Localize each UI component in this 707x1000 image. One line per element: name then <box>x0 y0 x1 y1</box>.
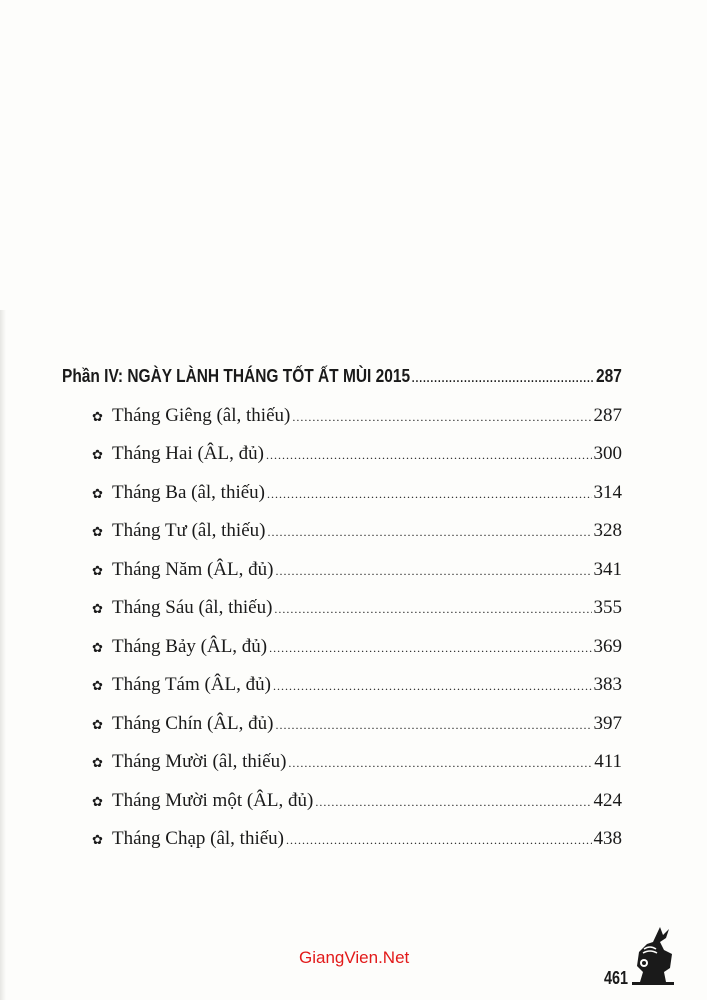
entry-page: 383 <box>593 674 622 695</box>
section-title: Phần IV: NGÀY LÀNH THÁNG TỐT ẤT MÙI 2015 <box>62 366 411 386</box>
flower-icon: ✿ <box>92 408 103 424</box>
toc-entry <box>62 597 622 636</box>
toc-entry <box>62 405 622 444</box>
toc-entry <box>62 482 622 521</box>
toc-entry <box>62 674 622 713</box>
table-of-contents <box>62 366 622 867</box>
toc-entry <box>62 636 622 675</box>
toc-section-heading <box>62 366 622 405</box>
entry-page: 300 <box>593 443 622 464</box>
flower-icon: ✿ <box>92 524 103 539</box>
toc-entry <box>62 443 622 482</box>
dot-leader <box>266 448 592 463</box>
entry-label: Tháng Mười một (ÂL, đủ) <box>112 789 314 811</box>
entry-label: Tháng Hai (ÂL, đủ) <box>112 443 264 464</box>
dot-leader <box>288 756 592 771</box>
dot-leader <box>274 602 591 617</box>
entry-page: 287 <box>593 404 622 426</box>
entry-page: 424 <box>593 789 622 811</box>
entry-label: Tháng Năm (ÂL, đủ) <box>112 558 274 580</box>
entry-label: Tháng Giêng (âl, thiếu) <box>112 404 291 426</box>
entry-page: 314 <box>593 481 622 503</box>
page-edge-shadow <box>0 310 6 1000</box>
entry-page: 341 <box>593 558 622 580</box>
dot-leader <box>267 487 591 502</box>
entry-page: 438 <box>593 828 622 849</box>
dot-leader <box>273 679 592 694</box>
flower-icon: ✿ <box>92 447 103 462</box>
entry-page: 411 <box>594 751 622 772</box>
entry-label: Tháng Tư (âl, thiếu) <box>112 520 266 541</box>
toc-entry <box>62 559 622 598</box>
entry-label: Tháng Bảy (ÂL, đủ) <box>112 635 268 657</box>
flower-icon: ✿ <box>92 832 103 847</box>
flower-icon: ✿ <box>92 755 103 770</box>
watermark: GiangVien.Net <box>299 948 410 967</box>
entry-page: 328 <box>593 520 622 541</box>
section-page: 287 <box>596 366 622 386</box>
entry-label: Tháng Chạp (âl, thiếu) <box>112 828 285 849</box>
dot-leader <box>267 525 591 540</box>
entry-label: Tháng Chín (ÂL, đủ) <box>112 712 274 734</box>
toc-entry <box>62 751 622 790</box>
dot-leader <box>412 371 595 385</box>
dot-leader <box>286 833 591 848</box>
dot-leader <box>292 410 591 425</box>
flower-icon: ✿ <box>92 485 103 501</box>
flower-icon: ✿ <box>92 716 103 732</box>
dot-leader <box>275 718 591 733</box>
flower-icon: ✿ <box>92 601 103 616</box>
toc-entry <box>62 520 622 559</box>
entry-label: Tháng Tám (ÂL, đủ) <box>112 674 271 695</box>
entry-label: Tháng Sáu (âl, thiếu) <box>112 597 273 618</box>
flower-icon: ✿ <box>92 639 103 655</box>
flower-icon: ✿ <box>92 678 103 693</box>
toc-entry <box>62 713 622 752</box>
dot-leader <box>315 795 591 810</box>
flower-icon: ✿ <box>92 562 103 578</box>
dot-leader <box>269 641 591 656</box>
entry-page: 397 <box>593 712 622 734</box>
dot-leader <box>275 564 591 579</box>
entry-page: 355 <box>593 597 622 618</box>
page-number: 461 <box>604 968 629 988</box>
entry-page: 369 <box>593 635 622 657</box>
flower-icon: ✿ <box>92 793 103 809</box>
entry-label: Tháng Mười (âl, thiếu) <box>112 751 287 772</box>
entry-label: Tháng Ba (âl, thiếu) <box>112 481 266 503</box>
goat-emblem-icon <box>630 925 678 991</box>
toc-entry <box>62 828 622 867</box>
toc-entry <box>62 790 622 829</box>
